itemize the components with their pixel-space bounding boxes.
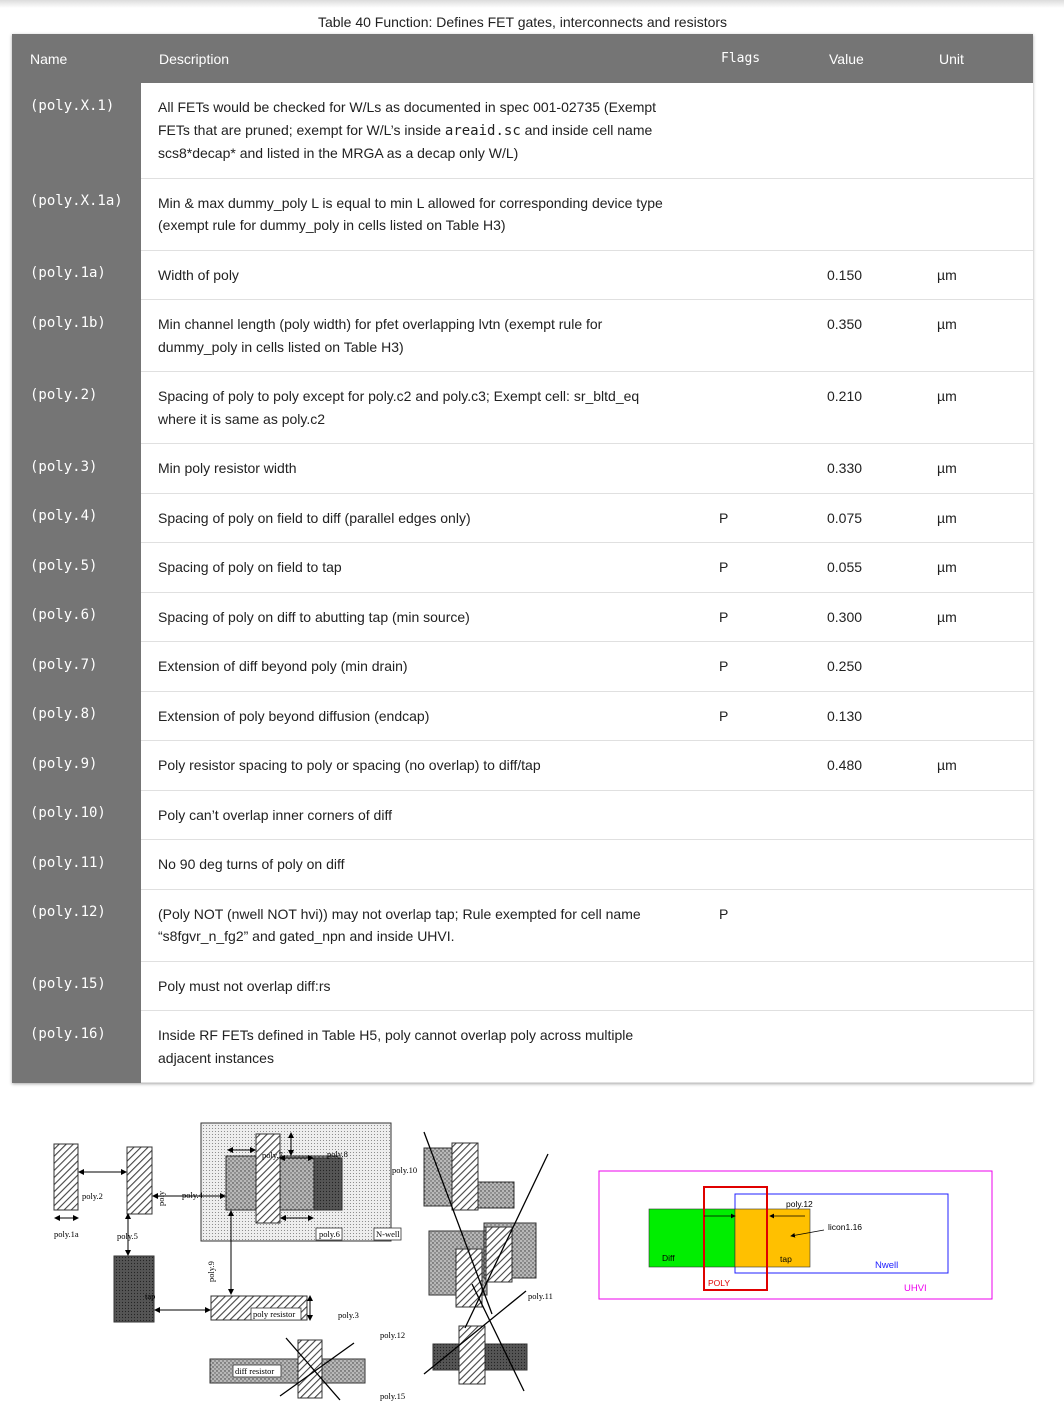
table-row [12, 493, 1033, 543]
rule-unit [921, 961, 1033, 1011]
rule-description: Width of poly [141, 250, 703, 300]
rule-flag [703, 741, 811, 791]
rule-description: Poly must not overlap diff:rs [141, 961, 703, 1011]
label-poly4: poly.4 [182, 1190, 203, 1200]
rule-unit: µm [921, 493, 1033, 543]
table-row [12, 372, 1033, 444]
rule-name: (poly.1a) [12, 250, 141, 300]
label-poly12: poly.12 [380, 1330, 406, 1340]
label-poly-resistor: poly resistor [253, 1309, 296, 1319]
label-poly5: poly.5 [117, 1231, 138, 1241]
rule-description [141, 83, 703, 178]
label-poly7: poly.7 [262, 1150, 283, 1160]
rule-description: Inside RF FETs defined in Table H5, poly cannot overlap poly across multiple adjacent instances [141, 1011, 703, 1083]
rule-value: 0.300 [811, 592, 921, 642]
rule-flag [703, 300, 811, 372]
rule-description: No 90 deg turns of poly on diff [141, 840, 703, 890]
rule-value: 0.055 [811, 543, 921, 593]
rule-name: (poly.16) [12, 1011, 141, 1083]
rule-name: (poly.X.1) [12, 83, 141, 178]
rule-flag [703, 790, 811, 840]
table-row [12, 790, 1033, 840]
rule-unit: µm [921, 592, 1033, 642]
label-poly1a: poly.1a [54, 1229, 79, 1239]
label-poly: poly [156, 1190, 166, 1206]
rule-flag [703, 178, 811, 250]
rule-flag: P [703, 642, 811, 692]
rule-flag [703, 444, 811, 494]
poly-rules-diagram [40, 1106, 600, 1406]
rule-flag: P [703, 543, 811, 593]
header-description: Description [141, 34, 703, 83]
rule-unit [921, 889, 1033, 961]
rule-value: 0.350 [811, 300, 921, 372]
rule-description: Min channel length (poly width) for pfet overlapping lvtn (exempt rule for dummy_poly in cells listed on Table H3) [141, 300, 703, 372]
description-text: and inside cell name scs8*decap* and listed in the MRGA as a decap only W/L) [158, 121, 653, 161]
rule-unit [921, 83, 1033, 178]
table-row [12, 691, 1033, 741]
rule-value: 0.210 [811, 372, 921, 444]
header-value: Value [811, 34, 921, 83]
rule-flag: P [703, 493, 811, 543]
table-row [12, 83, 1033, 178]
rule-name: (poly.7) [12, 642, 141, 692]
rule-unit: µm [921, 250, 1033, 300]
rule-unit: µm [921, 741, 1033, 791]
table-row [12, 178, 1033, 250]
table-row [12, 250, 1033, 300]
table-row [12, 592, 1033, 642]
rule-value [811, 961, 921, 1011]
rule-value: 0.480 [811, 741, 921, 791]
rule-flag [703, 840, 811, 890]
label-poly2: poly.2 [82, 1191, 103, 1201]
rule-name: (poly.X.1a) [12, 178, 141, 250]
table-row [12, 1011, 1033, 1083]
header-name: Name [12, 34, 141, 83]
label-tap: tap [145, 1291, 156, 1301]
label2-poly12: poly.12 [786, 1199, 813, 1209]
rule-name: (poly.4) [12, 493, 141, 543]
label-nwell: N-well [376, 1229, 400, 1239]
label2-nwell: Nwell [875, 1260, 899, 1271]
rule-description: Spacing of poly on field to tap [141, 543, 703, 593]
rule-value [811, 83, 921, 178]
rule-name: (poly.2) [12, 372, 141, 444]
label2-tap: tap [780, 1254, 792, 1264]
tap-shape [735, 1209, 810, 1267]
rule-flag [703, 83, 811, 178]
rule-name: (poly.12) [12, 889, 141, 961]
rule-flag [703, 961, 811, 1011]
description-text: All FETs would be checked for W/Ls as documented in spec 001-02735 (Exempt FETs that are pruned; exempt for W/L’s inside [158, 99, 657, 138]
poly12-diagram [596, 1168, 996, 1308]
rule-name: (poly.5) [12, 543, 141, 593]
rule-unit [921, 790, 1033, 840]
rule-name: (poly.11) [12, 840, 141, 890]
rule-unit: µm [921, 543, 1033, 593]
label-poly8: poly.8 [327, 1149, 348, 1159]
label2-licon: licon1.16 [828, 1222, 863, 1232]
description-code: areaid.sc [444, 122, 521, 139]
rule-flag: P [703, 889, 811, 961]
table-row [12, 300, 1033, 372]
rule-description: Extension of poly beyond diffusion (endcap) [141, 691, 703, 741]
rule-flag [703, 372, 811, 444]
rule-flag [703, 1011, 811, 1083]
top-shadow [0, 0, 1064, 8]
header-unit: Unit [921, 34, 1033, 83]
rule-unit [921, 178, 1033, 250]
rule-value [811, 1011, 921, 1083]
rule-value: 0.250 [811, 642, 921, 692]
rules-table [12, 34, 1033, 1083]
rule-description: Extension of diff beyond poly (min drain) [141, 642, 703, 692]
rule-name: (poly.10) [12, 790, 141, 840]
table-header-row [12, 34, 1033, 83]
rule-description: Spacing of poly on diff to abutting tap (min source) [141, 592, 703, 642]
rule-description: Spacing of poly to poly except for poly.c2 and poly.c3; Exempt cell: sr_bltd_eq where it is same as poly.c2 [141, 372, 703, 444]
rule-unit: µm [921, 372, 1033, 444]
rule-description: (Poly NOT (nwell NOT hvi)) may not overlap tap; Rule exempted for cell name “s8fgvr_n_fg2” and gated_npn and inside UHVI. [141, 889, 703, 961]
rule-unit [921, 691, 1033, 741]
label2-poly: POLY [708, 1278, 731, 1288]
rule-flag: P [703, 592, 811, 642]
rule-value [811, 889, 921, 961]
rule-flag: P [703, 691, 811, 741]
label-poly11: poly.11 [528, 1291, 553, 1301]
label-poly9: poly.9 [206, 1261, 216, 1282]
rule-value [811, 840, 921, 890]
rule-unit [921, 1011, 1033, 1083]
rule-name: (poly.8) [12, 691, 141, 741]
rule-value: 0.075 [811, 493, 921, 543]
table-row [12, 543, 1033, 593]
label2-diff: Diff [662, 1253, 675, 1263]
rule-description: Min & max dummy_poly L is equal to min L allowed for corresponding device type (exempt rule for dummy_poly in cells listed on Table H3) [141, 178, 703, 250]
rule-description: Poly can’t overlap inner corners of diff [141, 790, 703, 840]
rule-unit: µm [921, 300, 1033, 372]
table-row [12, 444, 1033, 494]
rule-value: 0.130 [811, 691, 921, 741]
table-row [12, 642, 1033, 692]
rule-name: (poly.6) [12, 592, 141, 642]
layout-shapes [54, 1123, 536, 1398]
rule-unit [921, 642, 1033, 692]
table-row [12, 889, 1033, 961]
table-caption: Table 40 Function: Defines FET gates, interconnects and resistors [317, 14, 728, 30]
rule-unit [921, 840, 1033, 890]
rule-name: (poly.1b) [12, 300, 141, 372]
rule-description: Poly resistor spacing to poly or spacing (no overlap) to diff/tap [141, 741, 703, 791]
rule-unit: µm [921, 444, 1033, 494]
table-row [12, 961, 1033, 1011]
label-diff-resistor: diff resistor [235, 1366, 275, 1376]
rule-value [811, 790, 921, 840]
rule-name: (poly.3) [12, 444, 141, 494]
table-row [12, 741, 1033, 791]
rule-value: 0.150 [811, 250, 921, 300]
rule-value: 0.330 [811, 444, 921, 494]
label-poly10: poly.10 [392, 1165, 418, 1175]
label-poly15: poly.15 [380, 1391, 406, 1401]
rule-name: (poly.9) [12, 741, 141, 791]
rule-name: (poly.15) [12, 961, 141, 1011]
rule-description: Min poly resistor width [141, 444, 703, 494]
label-poly3: poly.3 [338, 1310, 359, 1320]
rule-description: Spacing of poly on field to diff (parallel edges only) [141, 493, 703, 543]
label-poly6: poly.6 [319, 1229, 340, 1239]
rule-flag [703, 250, 811, 300]
table-row [12, 840, 1033, 890]
header-flags: Flags [703, 34, 811, 83]
rule-value [811, 178, 921, 250]
label2-uhvi: UHVI [904, 1283, 927, 1294]
